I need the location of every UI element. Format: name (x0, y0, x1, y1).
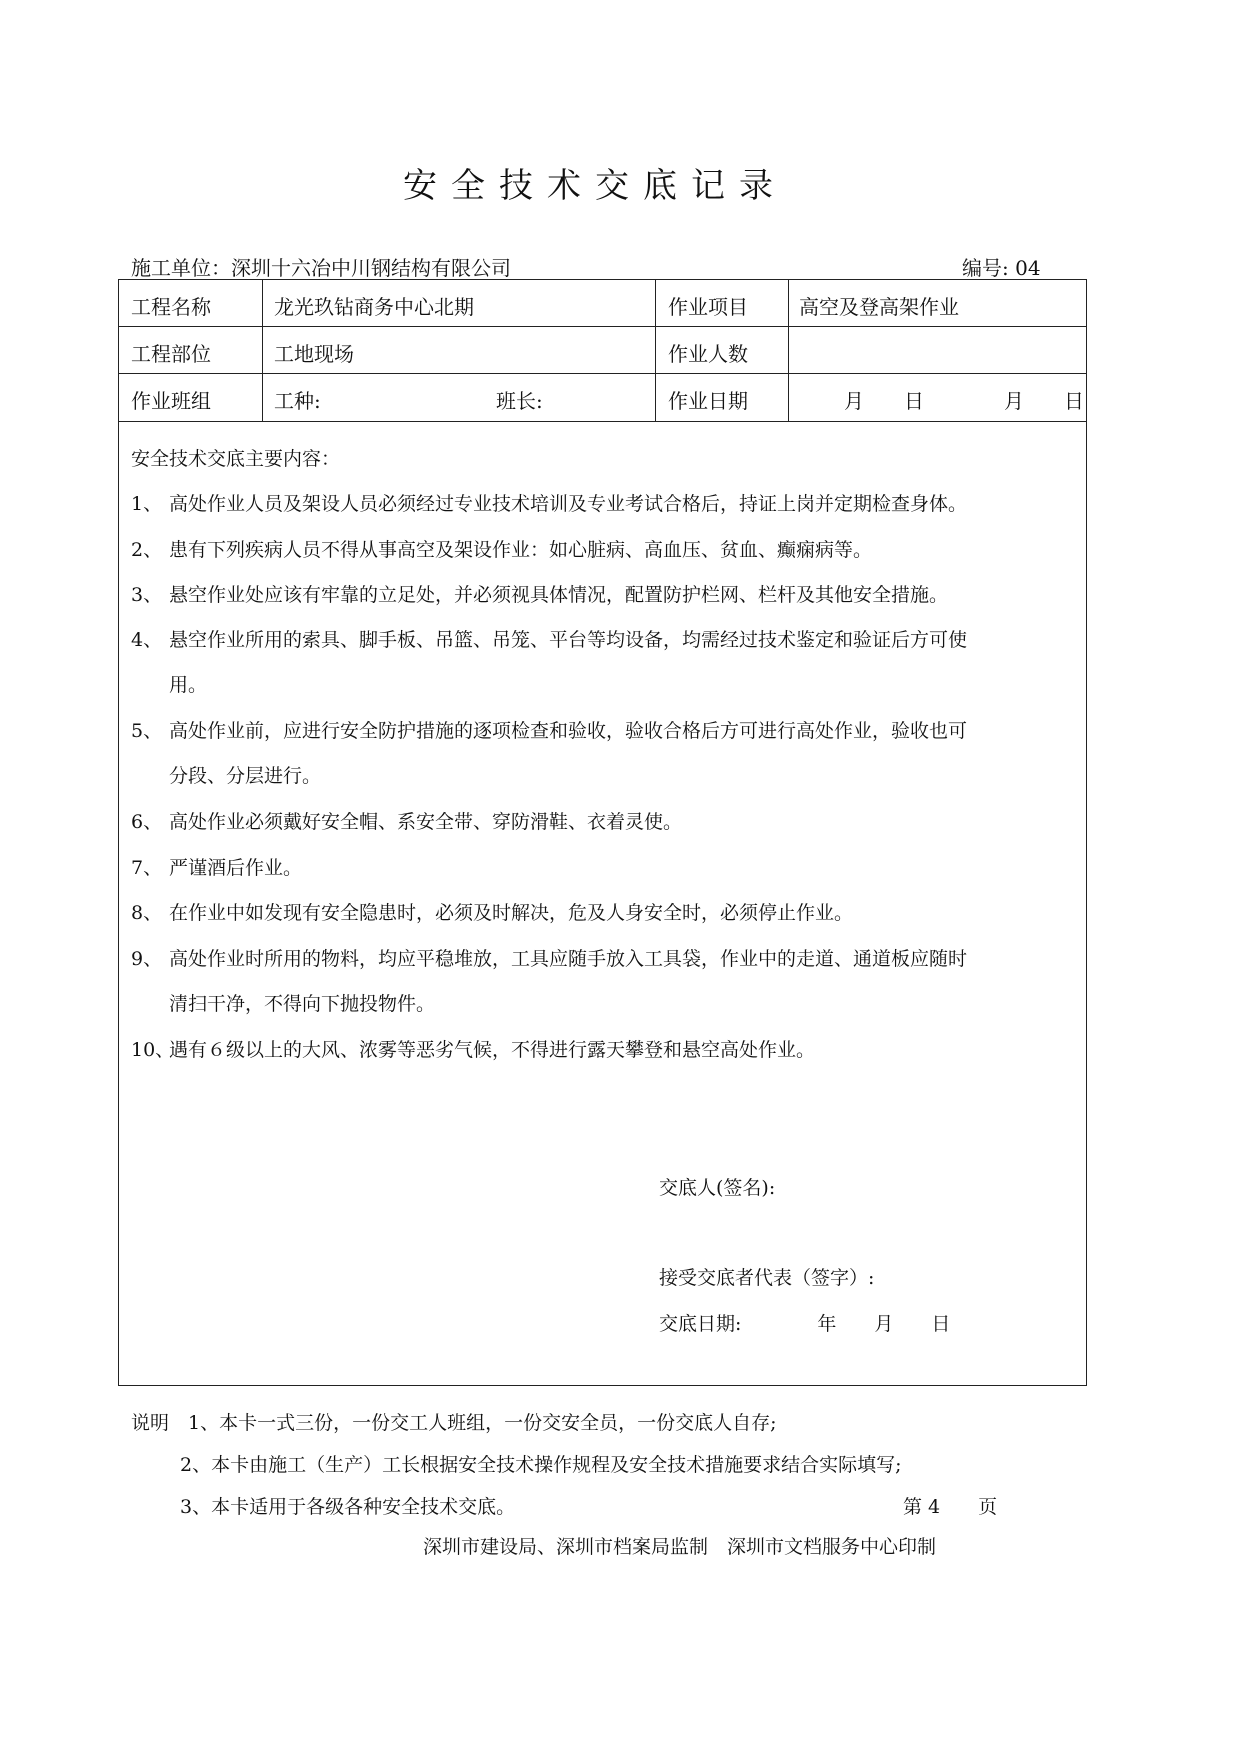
item-text: 悬空作业处应该有牢靠的立足处，并必须视具体情况，配置防护栏网、栏杆及其他安全措施。 (169, 584, 949, 606)
item-number: 3、 (131, 584, 163, 606)
page-number: 第 4 页 (903, 1496, 998, 1518)
item-number: 7、 (131, 857, 163, 879)
list-item (131, 716, 1071, 787)
col-divider (788, 280, 789, 421)
footer-imprint: 深圳市建设局、深圳市档案局监制 深圳市文档服务中心印制 (423, 1536, 937, 1558)
item-continuation: 分段、分层进行。 (169, 765, 322, 787)
trade-field: 工种: (274, 389, 321, 413)
receiver-signature: 接受交底者代表（签字）: (659, 1267, 875, 1289)
discloser-signature: 交底人(签名): (659, 1177, 776, 1199)
note-line-1: 说明 1、本卡一式三份，一份交工人班组，一份交安全员，一份交底人自存; (131, 1412, 777, 1434)
list-item (131, 489, 1071, 516)
item-text: 悬空作业所用的索具、脚手板、吊篮、吊笼、平台等均设备，均需经过技术鉴定和验证后方可使 (169, 629, 968, 651)
work-item-value: 高空及登高架作业 (799, 295, 959, 319)
item-text: 严谨酒后作业。 (169, 857, 303, 879)
date-label: 作业日期 (668, 389, 748, 413)
team-label: 作业班组 (131, 389, 211, 413)
item-text: 患有下列疾病人员不得从事高空及架设作业：如心脏病、高血压、贫血、癫痫病等。 (169, 539, 873, 561)
leader-field: 班长: (496, 389, 543, 413)
item-continuation: 清扫干净，不得向下抛投物件。 (169, 993, 436, 1015)
item-number: 5、 (131, 720, 163, 742)
row-divider (119, 326, 1086, 327)
item-number: 8、 (131, 902, 163, 924)
item-number: 1、 (131, 493, 163, 515)
item-number: 6、 (131, 811, 163, 833)
list-item (131, 535, 1071, 562)
col-divider (262, 280, 263, 421)
item-text: 高处作业时所用的物料，均应平稳堆放，工具应随手放入工具袋，作业中的走道、通道板应随时 (169, 948, 968, 970)
list-item (131, 625, 1071, 696)
location-value: 工地现场 (274, 342, 354, 366)
note-line-3: 3、本卡适用于各级各种安全技术交底。 (180, 1496, 516, 1518)
item-number: 10、 (131, 1039, 175, 1061)
item-number: 4、 (131, 629, 163, 651)
work-item-label: 作业项目 (668, 295, 748, 319)
workers-label: 作业人数 (668, 342, 748, 366)
work-date-value: 月 日 月 日 (844, 389, 1084, 413)
item-text: 高处作业必须戴好安全帽、系安全带、穿防滑鞋、衣着灵使。 (169, 811, 683, 833)
item-continuation: 用。 (169, 674, 208, 696)
item-number: 9、 (131, 948, 163, 970)
page-title: 安全技术交底记录 (403, 166, 787, 206)
location-label: 工程部位 (131, 342, 211, 366)
note-line-2: 2、本卡由施工（生产）工长根据安全技术操作规程及安全技术措施要求结合实际填写; (180, 1454, 902, 1476)
project-name-value: 龙光玖钻商务中心北期 (274, 295, 474, 319)
list-item (131, 898, 1071, 925)
disclosure-date: 交底日期: 年 月 日 (659, 1313, 951, 1335)
item-text: 遇有６级以上的大风、浓雾等恶劣气候，不得进行露天攀登和悬空高处作业。 (169, 1039, 816, 1061)
list-item (131, 944, 1071, 1015)
serial-number: 编号: 04 (962, 256, 1041, 280)
item-text: 在作业中如发现有安全隐患时，必须及时解决，危及人身安全时，必须停止作业。 (169, 902, 854, 924)
list-item (131, 807, 1071, 834)
list-item (131, 580, 1071, 607)
row-divider (119, 373, 1086, 374)
construction-unit: 施工单位：深圳十六冶中川钢结构有限公司 (131, 256, 511, 280)
project-name-label: 工程名称 (131, 295, 211, 319)
item-text: 高处作业前，应进行安全防护措施的逐项检查和验收，验收合格后方可进行高处作业，验收也可 (169, 720, 968, 742)
content-heading: 安全技术交底主要内容： (131, 448, 341, 470)
disclosure-form (118, 279, 1087, 1386)
list-item (131, 1035, 1071, 1062)
item-text: 高处作业人员及架设人员必须经过专业技术培训及专业考试合格后，持证上岗并定期检查身体。 (169, 493, 968, 515)
item-number: 2、 (131, 539, 163, 561)
col-divider (655, 280, 656, 421)
list-item (131, 853, 1071, 880)
row-divider (119, 421, 1086, 422)
